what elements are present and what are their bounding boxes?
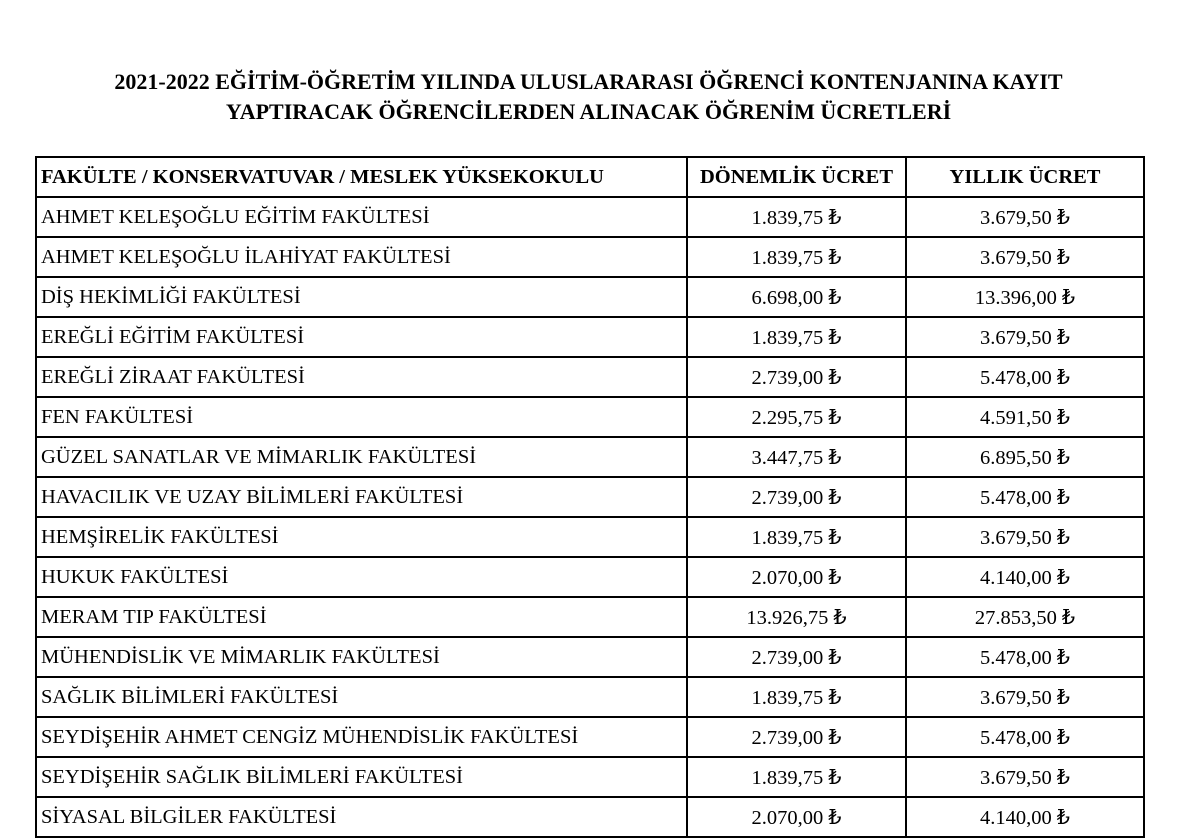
annual-fee: 3.679,50 ₺ [906,197,1144,237]
faculty-name: HAVACILIK VE UZAY BİLİMLERİ FAKÜLTESİ [36,477,687,517]
term-fee: 2.739,00 ₺ [687,357,906,397]
document-title-line-2: YAPTIRACAK ÖĞRENCİLERDEN ALINACAK ÖĞRENİM ÜCRETLERİ [225,99,952,124]
annual-fee: 5.478,00 ₺ [906,717,1144,757]
annual-fee: 5.478,00 ₺ [906,477,1144,517]
faculty-name: DİŞ HEKİMLİĞİ FAKÜLTESİ [36,277,687,317]
term-fee: 3.447,75 ₺ [687,437,906,477]
table-row [36,397,1144,437]
faculty-name: EREĞLİ EĞİTİM FAKÜLTESİ [36,317,687,357]
table-row [36,757,1144,797]
table-row [36,477,1144,517]
annual-fee: 3.679,50 ₺ [906,517,1144,557]
table-row [36,437,1144,477]
term-fee: 1.839,75 ₺ [687,757,906,797]
faculty-name: MÜHENDİSLİK VE MİMARLIK FAKÜLTESİ [36,637,687,677]
annual-fee: 27.853,50 ₺ [906,597,1144,637]
faculty-name: FEN FAKÜLTESİ [36,397,687,437]
faculty-name: SAĞLIK BİLİMLERİ FAKÜLTESİ [36,677,687,717]
table-row [36,717,1144,757]
table-row [36,517,1144,557]
annual-fee: 13.396,00 ₺ [906,277,1144,317]
table-row [36,637,1144,677]
faculty-name: HUKUK FAKÜLTESİ [36,557,687,597]
table-row [36,357,1144,397]
term-fee: 1.839,75 ₺ [687,237,906,277]
table-row [36,237,1144,277]
term-fee: 1.839,75 ₺ [687,317,906,357]
annual-fee: 4.591,50 ₺ [906,397,1144,437]
faculty-name: HEMŞİRELİK FAKÜLTESİ [36,517,687,557]
faculty-name: MERAM TIP FAKÜLTESİ [36,597,687,637]
table-row [36,797,1144,837]
header-annual-fee: YILLIK ÜCRET [906,157,1144,197]
term-fee: 1.839,75 ₺ [687,517,906,557]
table-row [36,677,1144,717]
term-fee: 6.698,00 ₺ [687,277,906,317]
term-fee: 2.070,00 ₺ [687,557,906,597]
annual-fee: 6.895,50 ₺ [906,437,1144,477]
faculty-name: AHMET KELEŞOĞLU EĞİTİM FAKÜLTESİ [36,197,687,237]
term-fee: 2.295,75 ₺ [687,397,906,437]
tuition-fees-table [35,156,1145,838]
term-fee: 1.839,75 ₺ [687,677,906,717]
table-row [36,597,1144,637]
table-header-row [36,157,1144,197]
annual-fee: 5.478,00 ₺ [906,357,1144,397]
faculty-name: SEYDİŞEHİR SAĞLIK BİLİMLERİ FAKÜLTESİ [36,757,687,797]
header-faculty: FAKÜLTE / KONSERVATUVAR / MESLEK YÜKSEKOKULU [36,157,687,197]
header-term-fee: DÖNEMLİK ÜCRET [687,157,906,197]
table-row [36,557,1144,597]
faculty-name: EREĞLİ ZİRAAT FAKÜLTESİ [36,357,687,397]
term-fee: 13.926,75 ₺ [687,597,906,637]
annual-fee: 3.679,50 ₺ [906,237,1144,277]
term-fee: 2.739,00 ₺ [687,477,906,517]
document-title [0,67,1177,127]
document-title-line-1: 2021-2022 EĞİTİM-ÖĞRETİM YILINDA ULUSLARARASI ÖĞRENCİ KONTENJANINA KAYIT [114,69,1063,94]
annual-fee: 3.679,50 ₺ [906,677,1144,717]
annual-fee: 4.140,00 ₺ [906,557,1144,597]
table-row [36,197,1144,237]
table-row [36,277,1144,317]
table-row [36,317,1144,357]
annual-fee: 5.478,00 ₺ [906,637,1144,677]
term-fee: 2.070,00 ₺ [687,797,906,837]
faculty-name: SEYDİŞEHİR AHMET CENGİZ MÜHENDİSLİK FAKÜLTESİ [36,717,687,757]
annual-fee: 3.679,50 ₺ [906,317,1144,357]
term-fee: 1.839,75 ₺ [687,197,906,237]
term-fee: 2.739,00 ₺ [687,717,906,757]
faculty-name: AHMET KELEŞOĞLU İLAHİYAT FAKÜLTESİ [36,237,687,277]
term-fee: 2.739,00 ₺ [687,637,906,677]
annual-fee: 3.679,50 ₺ [906,757,1144,797]
faculty-name: GÜZEL SANATLAR VE MİMARLIK FAKÜLTESİ [36,437,687,477]
annual-fee: 4.140,00 ₺ [906,797,1144,837]
faculty-name: SİYASAL BİLGİLER FAKÜLTESİ [36,797,687,837]
